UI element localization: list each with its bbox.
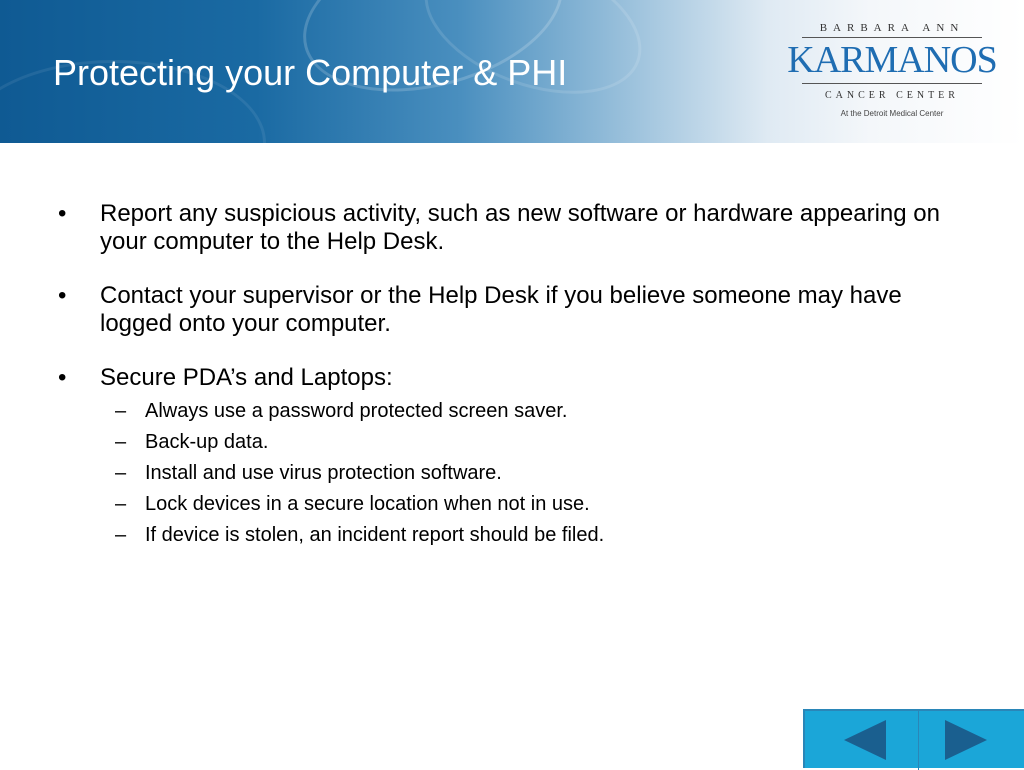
sub-bullet-marker: – — [115, 493, 127, 515]
bullet-item — [58, 282, 958, 338]
sub-bullet-text: Back-up data. — [145, 431, 269, 453]
bullet-marker: • — [58, 200, 67, 227]
nav-divider — [918, 711, 919, 770]
sub-bullet-text: Always use a password protected screen saver. — [145, 400, 568, 422]
slide-header — [0, 0, 1024, 143]
bullet-text: Contact your supervisor or the Help Desk if you believe someone may have logged onto your computer. — [100, 282, 902, 337]
sub-bullet-list — [58, 396, 958, 551]
sub-bullet-text: Lock devices in a secure location when not in use. — [145, 493, 590, 515]
sub-bullet-marker: – — [115, 524, 127, 546]
arrow-right-icon — [941, 718, 991, 762]
logo-rule — [802, 83, 982, 84]
logo-tagline: At the Detroit Medical Center — [840, 109, 944, 118]
arrow-left-icon — [840, 718, 890, 762]
sub-bullet-marker: – — [115, 400, 127, 422]
sub-bullet-item — [58, 396, 958, 427]
bullet-marker: • — [58, 364, 67, 391]
logo-brand: KARMANOS — [787, 39, 997, 81]
bullet-item — [58, 364, 958, 392]
sub-bullet-item — [58, 520, 958, 551]
sub-bullet-marker: – — [115, 431, 127, 453]
logo-line2: CANCER CENTER — [825, 90, 959, 101]
slide-title: Protecting your Computer & PHI — [53, 52, 568, 93]
sub-bullet-text: If device is stolen, an incident report should be filed. — [145, 524, 605, 546]
logo-line1: BARBARA ANN — [819, 22, 965, 34]
sub-bullet-text: Install and use virus protection software. — [145, 462, 502, 484]
bullet-item — [58, 200, 958, 256]
slide-navigation — [803, 709, 1024, 768]
logo-rule — [802, 37, 982, 38]
sub-bullet-item — [58, 489, 958, 520]
sub-bullet-item — [58, 427, 958, 458]
karmanos-logo — [780, 20, 1004, 125]
sub-bullet-item — [58, 458, 958, 489]
slide-body — [58, 200, 958, 551]
bullet-text: Report any suspicious activity, such as new software or hardware appearing on your computer to the Help Desk. — [100, 200, 940, 255]
bullet-marker: • — [58, 282, 67, 309]
previous-slide-button[interactable] — [840, 718, 890, 762]
sub-bullet-marker: – — [115, 462, 127, 484]
bullet-text: Secure PDA’s and Laptops: — [100, 364, 393, 391]
next-slide-button[interactable] — [941, 718, 991, 762]
